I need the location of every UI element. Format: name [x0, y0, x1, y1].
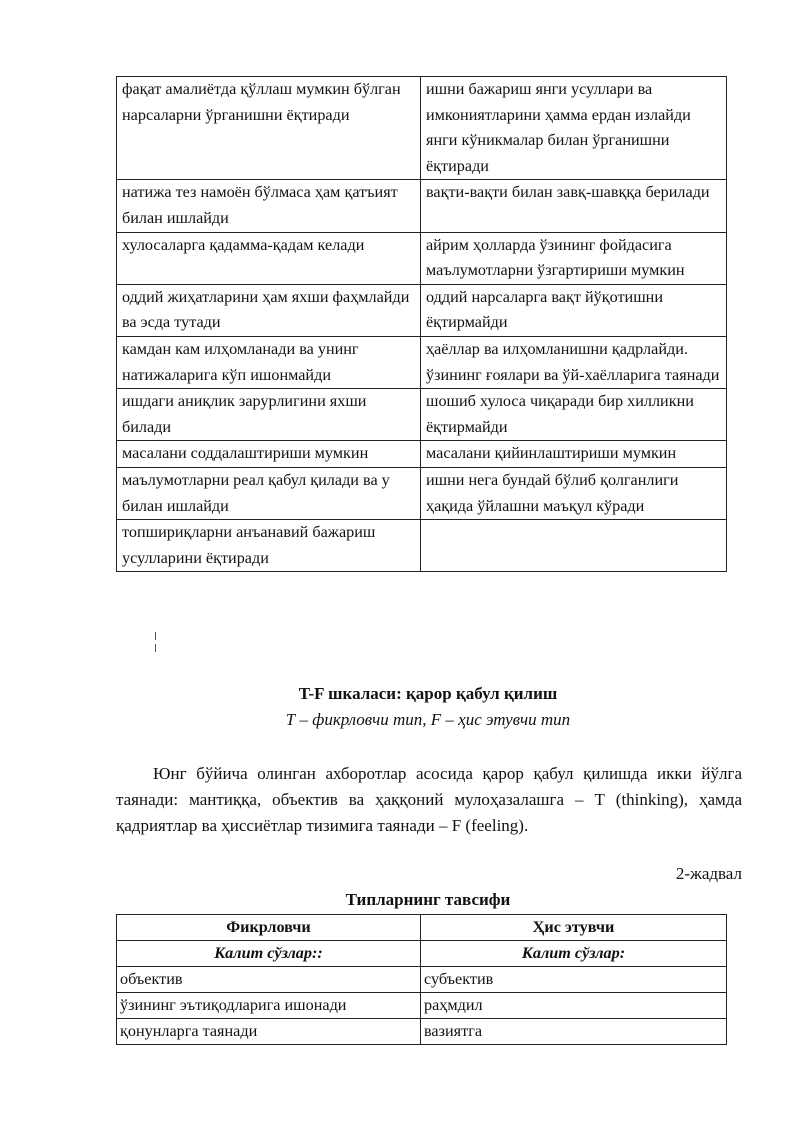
table-cell: масалани қийинлаштириши мумкин [421, 441, 727, 468]
table-row [117, 441, 727, 468]
table-cell: хулосаларга қадамма-қадам келади [117, 232, 421, 284]
cell-line: шошиб хулоса чиқаради бир хилликни ёқтирмайди [426, 392, 694, 436]
table-cell: объектив [117, 967, 421, 993]
types-description-table [116, 914, 727, 1045]
table-row [117, 520, 727, 572]
table-cell [421, 520, 727, 572]
table-cell: ишни нега бундай бўлиб қолганлиги ҳақида ўйлашни маъқул кўради [421, 467, 727, 519]
table-row [117, 232, 727, 284]
body-paragraph: Юнг бўйича олинган ахборотлар асосида қарор қабул қилишда икки йўлга таянади: мантиққа, объектив ва ҳаққоний мулоҳазалашга – Т (thinking), ҳамда қадриятлар ва ҳиссиётлар тизимига таянади – F (feeling). [116, 764, 742, 835]
table-cell: ишни бажариш янги усуллари ва имкониятларини ҳамма ердан излайди янги кўникмалар билан ўрганишни ёқтиради [421, 77, 727, 180]
table-row [117, 993, 727, 1019]
table-cell: ўзининг эътиқодларига ишонади [117, 993, 421, 1019]
table-cell: ишдаги аниқлик зарурлигини яхши билади [117, 389, 421, 441]
table-row [117, 967, 727, 993]
section-title: T-F шкаласи: қарор қабул қилиш [298, 684, 558, 703]
table-row [117, 77, 727, 180]
keywords-row [117, 941, 727, 967]
table-cell: топшириқларни анъанавий бажариш усулларини ёқтиради [117, 520, 421, 572]
traits-table-continued [116, 76, 727, 572]
table-row [117, 467, 727, 519]
table-row [117, 1019, 727, 1045]
section-subtitle: Т – фикрловчи тип, F – ҳис этувчи тип [285, 710, 571, 729]
text-mark [155, 632, 156, 640]
table-cell: раҳмдил [421, 993, 727, 1019]
table-cell: вазиятга [421, 1019, 727, 1045]
table-number: 2-жадвал [675, 864, 742, 883]
column-header: Фикрловчи [117, 915, 421, 941]
table-caption: Типларнинг тавсифи [345, 890, 511, 909]
table-cell: субъектив [421, 967, 727, 993]
table-row [117, 389, 727, 441]
column-header: Ҳис этувчи [421, 915, 727, 941]
table-cell: маълумотларни реал қабул қилади ва у билан ишлайди [117, 467, 421, 519]
table-header-row [117, 915, 727, 941]
table-cell: масалани соддалаштириши мумкин [117, 441, 421, 468]
table-row [117, 284, 727, 336]
keywords-label: Калит сўзлар:: [117, 941, 421, 967]
table-cell: камдан кам илҳомланади ва унинг натижаларига кўп ишонмайди [117, 336, 421, 388]
keywords-label: Калит сўзлар: [421, 941, 727, 967]
table-row [117, 180, 727, 232]
table-cell: фақат амалиётда қўллаш мумкин бўлган нарсаларни ўрганишни ёқтиради [117, 77, 421, 180]
table-cell: оддий жиҳатларини ҳам яхши фаҳмлайди ва эсда тутади [117, 284, 421, 336]
table-cell: вақти-вақти билан завқ-шавққа берилади [421, 180, 727, 232]
table-cell: айрим ҳолларда ўзининг фойдасига маълумотларни ўзгартириши мумкин [421, 232, 727, 284]
table-cell: қонунларга таянади [117, 1019, 421, 1045]
table-row [117, 336, 727, 388]
table-end-marks [155, 632, 157, 656]
table-cell: натижа тез намоён бўлмаса ҳам қатъият билан ишлайди [117, 180, 421, 232]
table-cell: оддий нарсаларга вақт йўқотишни ёқтирмайди [421, 284, 727, 336]
text-mark [155, 644, 156, 652]
table-cell [421, 389, 727, 441]
table-cell: ҳаёллар ва илҳомланишни қадрлайди. ўзининг ғоялари ва ўй-хаёлларига таянади [421, 336, 727, 388]
